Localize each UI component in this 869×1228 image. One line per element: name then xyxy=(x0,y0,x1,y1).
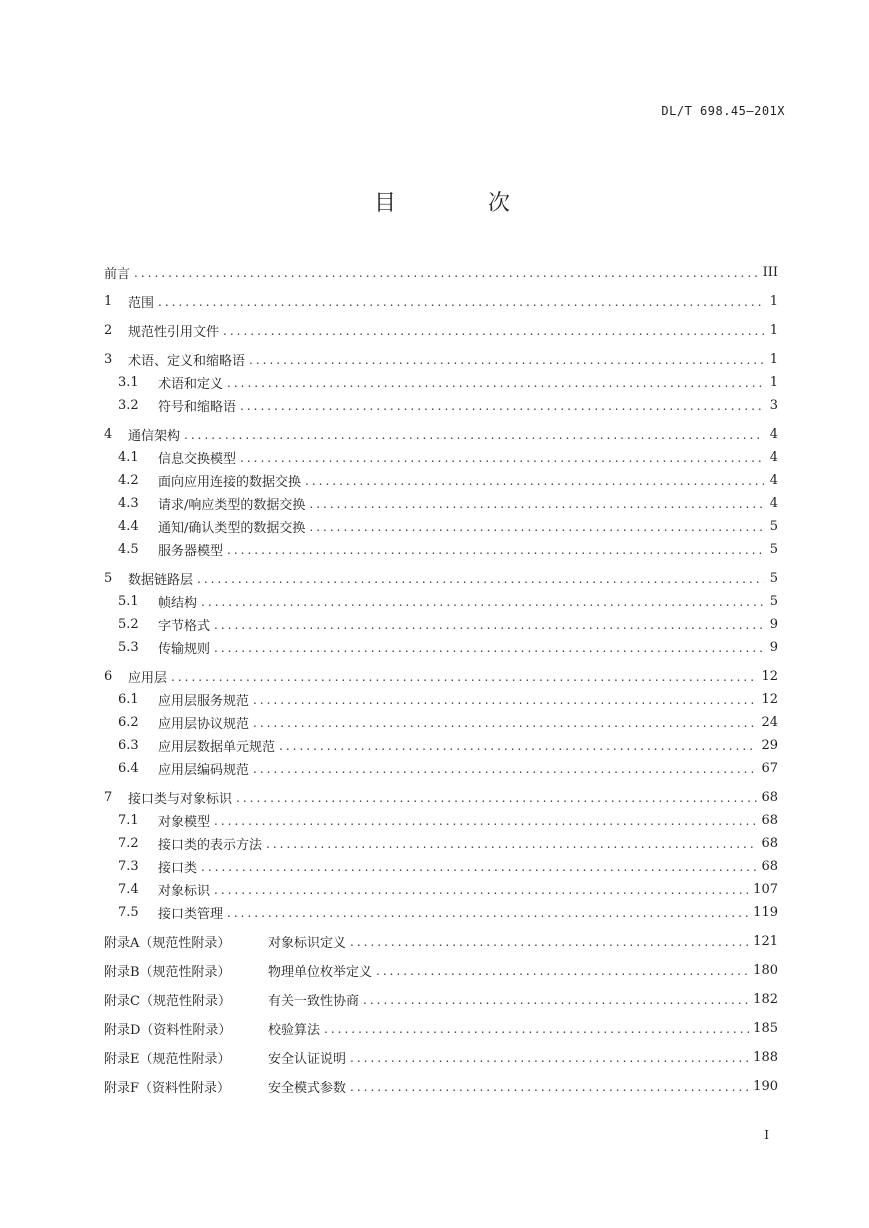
toc-entry-page: 68 xyxy=(761,836,778,851)
toc-entry-label: 有关一致性协商 xyxy=(268,994,360,1009)
toc-entry-number: 5.2 xyxy=(118,617,139,632)
toc-entry-number: 4.5 xyxy=(118,542,139,557)
toc-leader-dots xyxy=(227,543,764,557)
toc-entry-number: 4.3 xyxy=(118,496,139,511)
toc-entry-label: 安全模式参数 xyxy=(268,1081,347,1096)
toc-entry-label: 对象模型 xyxy=(158,815,211,830)
toc-leader-dots xyxy=(214,618,764,632)
toc-entry-label: 前言 xyxy=(104,267,131,282)
toc-leader-dots xyxy=(253,716,757,730)
toc-leader-dots xyxy=(253,762,757,776)
toc-entry-page: 121 xyxy=(753,934,778,949)
toc-leader-dots xyxy=(249,353,764,367)
toc-entry-page: 107 xyxy=(753,882,778,897)
toc-entry-label: 应用层数据单元规范 xyxy=(158,740,276,755)
toc-entry[interactable] xyxy=(104,394,778,417)
toc-entry-label: 面向应用连接的数据交换 xyxy=(158,475,302,490)
toc-entry[interactable] xyxy=(104,348,778,371)
toc-entry[interactable] xyxy=(104,423,778,446)
toc-leader-dots xyxy=(227,376,764,390)
toc-entry-page: III xyxy=(762,265,778,280)
toc-entry[interactable] xyxy=(104,515,778,538)
toc-entry-number: 7.5 xyxy=(118,905,139,920)
toc-entry-label: 数据链路层 xyxy=(128,573,194,588)
toc-entry-label: 安全认证说明 xyxy=(268,1052,347,1067)
toc-entry[interactable] xyxy=(104,319,778,342)
toc-leader-dots xyxy=(350,935,749,949)
toc-entry-label: 接口类的表示方法 xyxy=(158,838,263,853)
toc-entry-number: 4.1 xyxy=(118,450,139,465)
toc-entry[interactable] xyxy=(104,590,778,613)
toc-entry-number: 5 xyxy=(104,571,113,586)
toc-entry-page: 68 xyxy=(761,813,778,828)
toc-entry-number: 6.4 xyxy=(118,761,139,776)
toc-leader-dots xyxy=(253,693,757,707)
toc-entry-number: 7.2 xyxy=(118,836,139,851)
toc-leader-dots xyxy=(197,572,764,586)
toc-entry-number: 4.2 xyxy=(118,473,139,488)
toc-entry[interactable] xyxy=(104,290,778,313)
toc-entry-page: 1 xyxy=(769,375,778,390)
toc-leader-dots xyxy=(350,1051,749,1065)
toc-leader-dots xyxy=(214,641,764,655)
toc-entry-number: 5.3 xyxy=(118,640,139,655)
toc-entry-label: 范围 xyxy=(128,296,155,311)
toc-entry-label: 请求/响应类型的数据交换 xyxy=(158,498,306,513)
toc-entry[interactable] xyxy=(104,809,778,832)
toc-leader-dots xyxy=(214,883,749,897)
toc-entry-page: 4 xyxy=(769,496,778,511)
toc-entry-number: 6.1 xyxy=(118,692,139,707)
toc-entry-label: 规范性引用文件 xyxy=(128,325,220,340)
toc-entry-page: 24 xyxy=(761,715,778,730)
toc-appendix-entry[interactable] xyxy=(104,1046,778,1069)
toc-entry-label: 信息交换模型 xyxy=(158,452,237,467)
document-code: DL/T 698.45—201X xyxy=(661,104,785,118)
toc-entry-page: 188 xyxy=(753,1050,778,1065)
toc-entry[interactable] xyxy=(104,636,778,659)
toc-entry[interactable] xyxy=(104,613,778,636)
toc-entry-label: 术语和定义 xyxy=(158,377,224,392)
toc-entry-label: 术语、定义和缩略语 xyxy=(128,354,246,369)
toc-entry[interactable] xyxy=(104,567,778,590)
toc-leader-dots xyxy=(223,324,764,338)
toc-leader-dots xyxy=(201,595,764,609)
toc-leader-dots xyxy=(376,964,749,978)
toc-entry-label: 应用层编码规范 xyxy=(158,763,250,778)
toc-appendix-label: 附录B（规范性附录） xyxy=(104,965,231,980)
toc-entry-page: 1 xyxy=(769,294,778,309)
toc-entry-page: 68 xyxy=(761,790,778,805)
toc-entry[interactable] xyxy=(104,711,778,734)
toc-entry-label: 接口类 xyxy=(158,861,198,876)
toc-entry-number: 7.4 xyxy=(118,882,139,897)
toc-leader-dots xyxy=(236,791,757,805)
toc-entry[interactable] xyxy=(104,786,778,809)
toc-entry-number: 6.2 xyxy=(118,715,139,730)
toc-title-part1: 目 xyxy=(374,191,397,216)
toc-entry-page: 4 xyxy=(769,427,778,442)
toc-leader-dots xyxy=(240,399,764,413)
toc-entry-number: 6 xyxy=(104,669,113,684)
toc-entry-label: 对象标识 xyxy=(158,884,211,899)
toc-leader-dots xyxy=(324,1022,749,1036)
toc-entry-label: 传输规则 xyxy=(158,642,211,657)
toc-leader-dots xyxy=(201,860,757,874)
toc-entry-page: 3 xyxy=(769,398,778,413)
toc-appendix-label: 附录D（资料性附录） xyxy=(104,1023,232,1038)
toc-entry-page: 1 xyxy=(769,323,778,338)
toc-entry-number: 3.2 xyxy=(118,398,139,413)
toc-entry-label: 应用层服务规范 xyxy=(158,694,250,709)
toc-entry-number: 6.3 xyxy=(118,738,139,753)
toc-leader-dots xyxy=(134,266,759,280)
toc-appendix-entry[interactable] xyxy=(104,1075,778,1098)
toc-appendix-entry[interactable] xyxy=(104,1017,778,1040)
toc-leader-dots xyxy=(309,497,764,511)
toc-leader-dots xyxy=(279,739,757,753)
toc-entry-page: 68 xyxy=(761,859,778,874)
toc-entry-page: 185 xyxy=(753,1021,778,1036)
toc-leader-dots xyxy=(171,670,757,684)
toc-entry-page: 4 xyxy=(769,450,778,465)
toc-entry-label: 接口类管理 xyxy=(158,907,224,922)
toc-entry-page: 4 xyxy=(769,473,778,488)
toc-appendix-entry[interactable] xyxy=(104,930,778,953)
toc-entry-label: 通信架构 xyxy=(128,429,181,444)
toc-entry-number: 3.1 xyxy=(118,375,139,390)
toc-entry[interactable] xyxy=(104,901,778,924)
table-of-contents xyxy=(104,261,778,1098)
toc-leader-dots xyxy=(363,993,749,1007)
toc-appendix-label: 附录F（资料性附录） xyxy=(104,1081,231,1096)
toc-entry[interactable] xyxy=(104,855,778,878)
toc-entry-page: 12 xyxy=(761,669,778,684)
toc-appendix-label: 附录E（规范性附录） xyxy=(104,1052,231,1067)
toc-entry[interactable] xyxy=(104,832,778,855)
toc-entry-page: 12 xyxy=(761,692,778,707)
toc-entry[interactable] xyxy=(104,469,778,492)
toc-entry-page: 5 xyxy=(769,519,778,534)
toc-entry[interactable] xyxy=(104,492,778,515)
toc-leader-dots xyxy=(184,428,764,442)
toc-leader-dots xyxy=(227,906,749,920)
toc-entry[interactable] xyxy=(104,878,778,901)
toc-entry-number: 7.1 xyxy=(118,813,139,828)
toc-entry-number: 1 xyxy=(104,294,113,309)
toc-appendix-entry[interactable] xyxy=(104,959,778,982)
toc-entry[interactable] xyxy=(104,371,778,394)
toc-entry-label: 应用层 xyxy=(128,671,168,686)
toc-entry-number: 7 xyxy=(104,790,113,805)
toc-leader-dots xyxy=(305,474,764,488)
toc-entry[interactable] xyxy=(104,261,778,284)
toc-entry-page: 5 xyxy=(769,594,778,609)
toc-entry-page: 180 xyxy=(753,963,778,978)
toc-entry-number: 5.1 xyxy=(118,594,139,609)
toc-appendix-label: 附录A（规范性附录） xyxy=(104,936,231,951)
toc-entry[interactable] xyxy=(104,446,778,469)
toc-entry-label: 物理单位枚举定义 xyxy=(268,965,373,980)
toc-entry-page: 67 xyxy=(761,761,778,776)
toc-entry-page: 182 xyxy=(753,992,778,1007)
toc-entry[interactable] xyxy=(104,734,778,757)
toc-entry-label: 字节格式 xyxy=(158,619,211,634)
toc-leader-dots xyxy=(240,451,764,465)
page-number: I xyxy=(764,1128,769,1142)
toc-entry-label: 校验算法 xyxy=(268,1023,321,1038)
toc-entry-label: 应用层协议规范 xyxy=(158,717,250,732)
toc-entry-page: 1 xyxy=(769,352,778,367)
toc-entry-number: 2 xyxy=(104,323,113,338)
toc-leader-dots xyxy=(158,295,764,309)
toc-leader-dots xyxy=(214,814,757,828)
toc-entry-label: 服务器模型 xyxy=(158,544,224,559)
toc-entry-number: 3 xyxy=(104,352,113,367)
toc-entry-page: 9 xyxy=(769,617,778,632)
toc-leader-dots xyxy=(266,837,757,851)
toc-title-part2: 次 xyxy=(488,191,511,216)
toc-entry-label: 通知/确认类型的数据交换 xyxy=(158,521,306,536)
toc-entry[interactable] xyxy=(104,538,778,561)
toc-entry-page: 5 xyxy=(769,542,778,557)
toc-entry-label: 接口类与对象标识 xyxy=(128,792,233,807)
toc-entry[interactable] xyxy=(104,688,778,711)
toc-entry-label: 符号和缩略语 xyxy=(158,400,237,415)
toc-title xyxy=(0,188,869,220)
toc-entry-page: 190 xyxy=(753,1079,778,1094)
toc-appendix-label: 附录C（规范性附录） xyxy=(104,994,231,1009)
toc-entry-page: 9 xyxy=(769,640,778,655)
toc-entry[interactable] xyxy=(104,757,778,780)
toc-entry[interactable] xyxy=(104,665,778,688)
toc-entry-page: 29 xyxy=(761,738,778,753)
toc-appendix-entry[interactable] xyxy=(104,988,778,1011)
toc-entry-label: 帧结构 xyxy=(158,596,198,611)
toc-entry-page: 5 xyxy=(769,571,778,586)
toc-leader-dots xyxy=(309,520,764,534)
toc-entry-number: 4.4 xyxy=(118,519,139,534)
toc-entry-number: 7.3 xyxy=(118,859,139,874)
toc-entry-number: 4 xyxy=(104,427,113,442)
toc-entry-page: 119 xyxy=(753,905,778,920)
toc-leader-dots xyxy=(350,1080,749,1094)
toc-entry-label: 对象标识定义 xyxy=(268,936,347,951)
